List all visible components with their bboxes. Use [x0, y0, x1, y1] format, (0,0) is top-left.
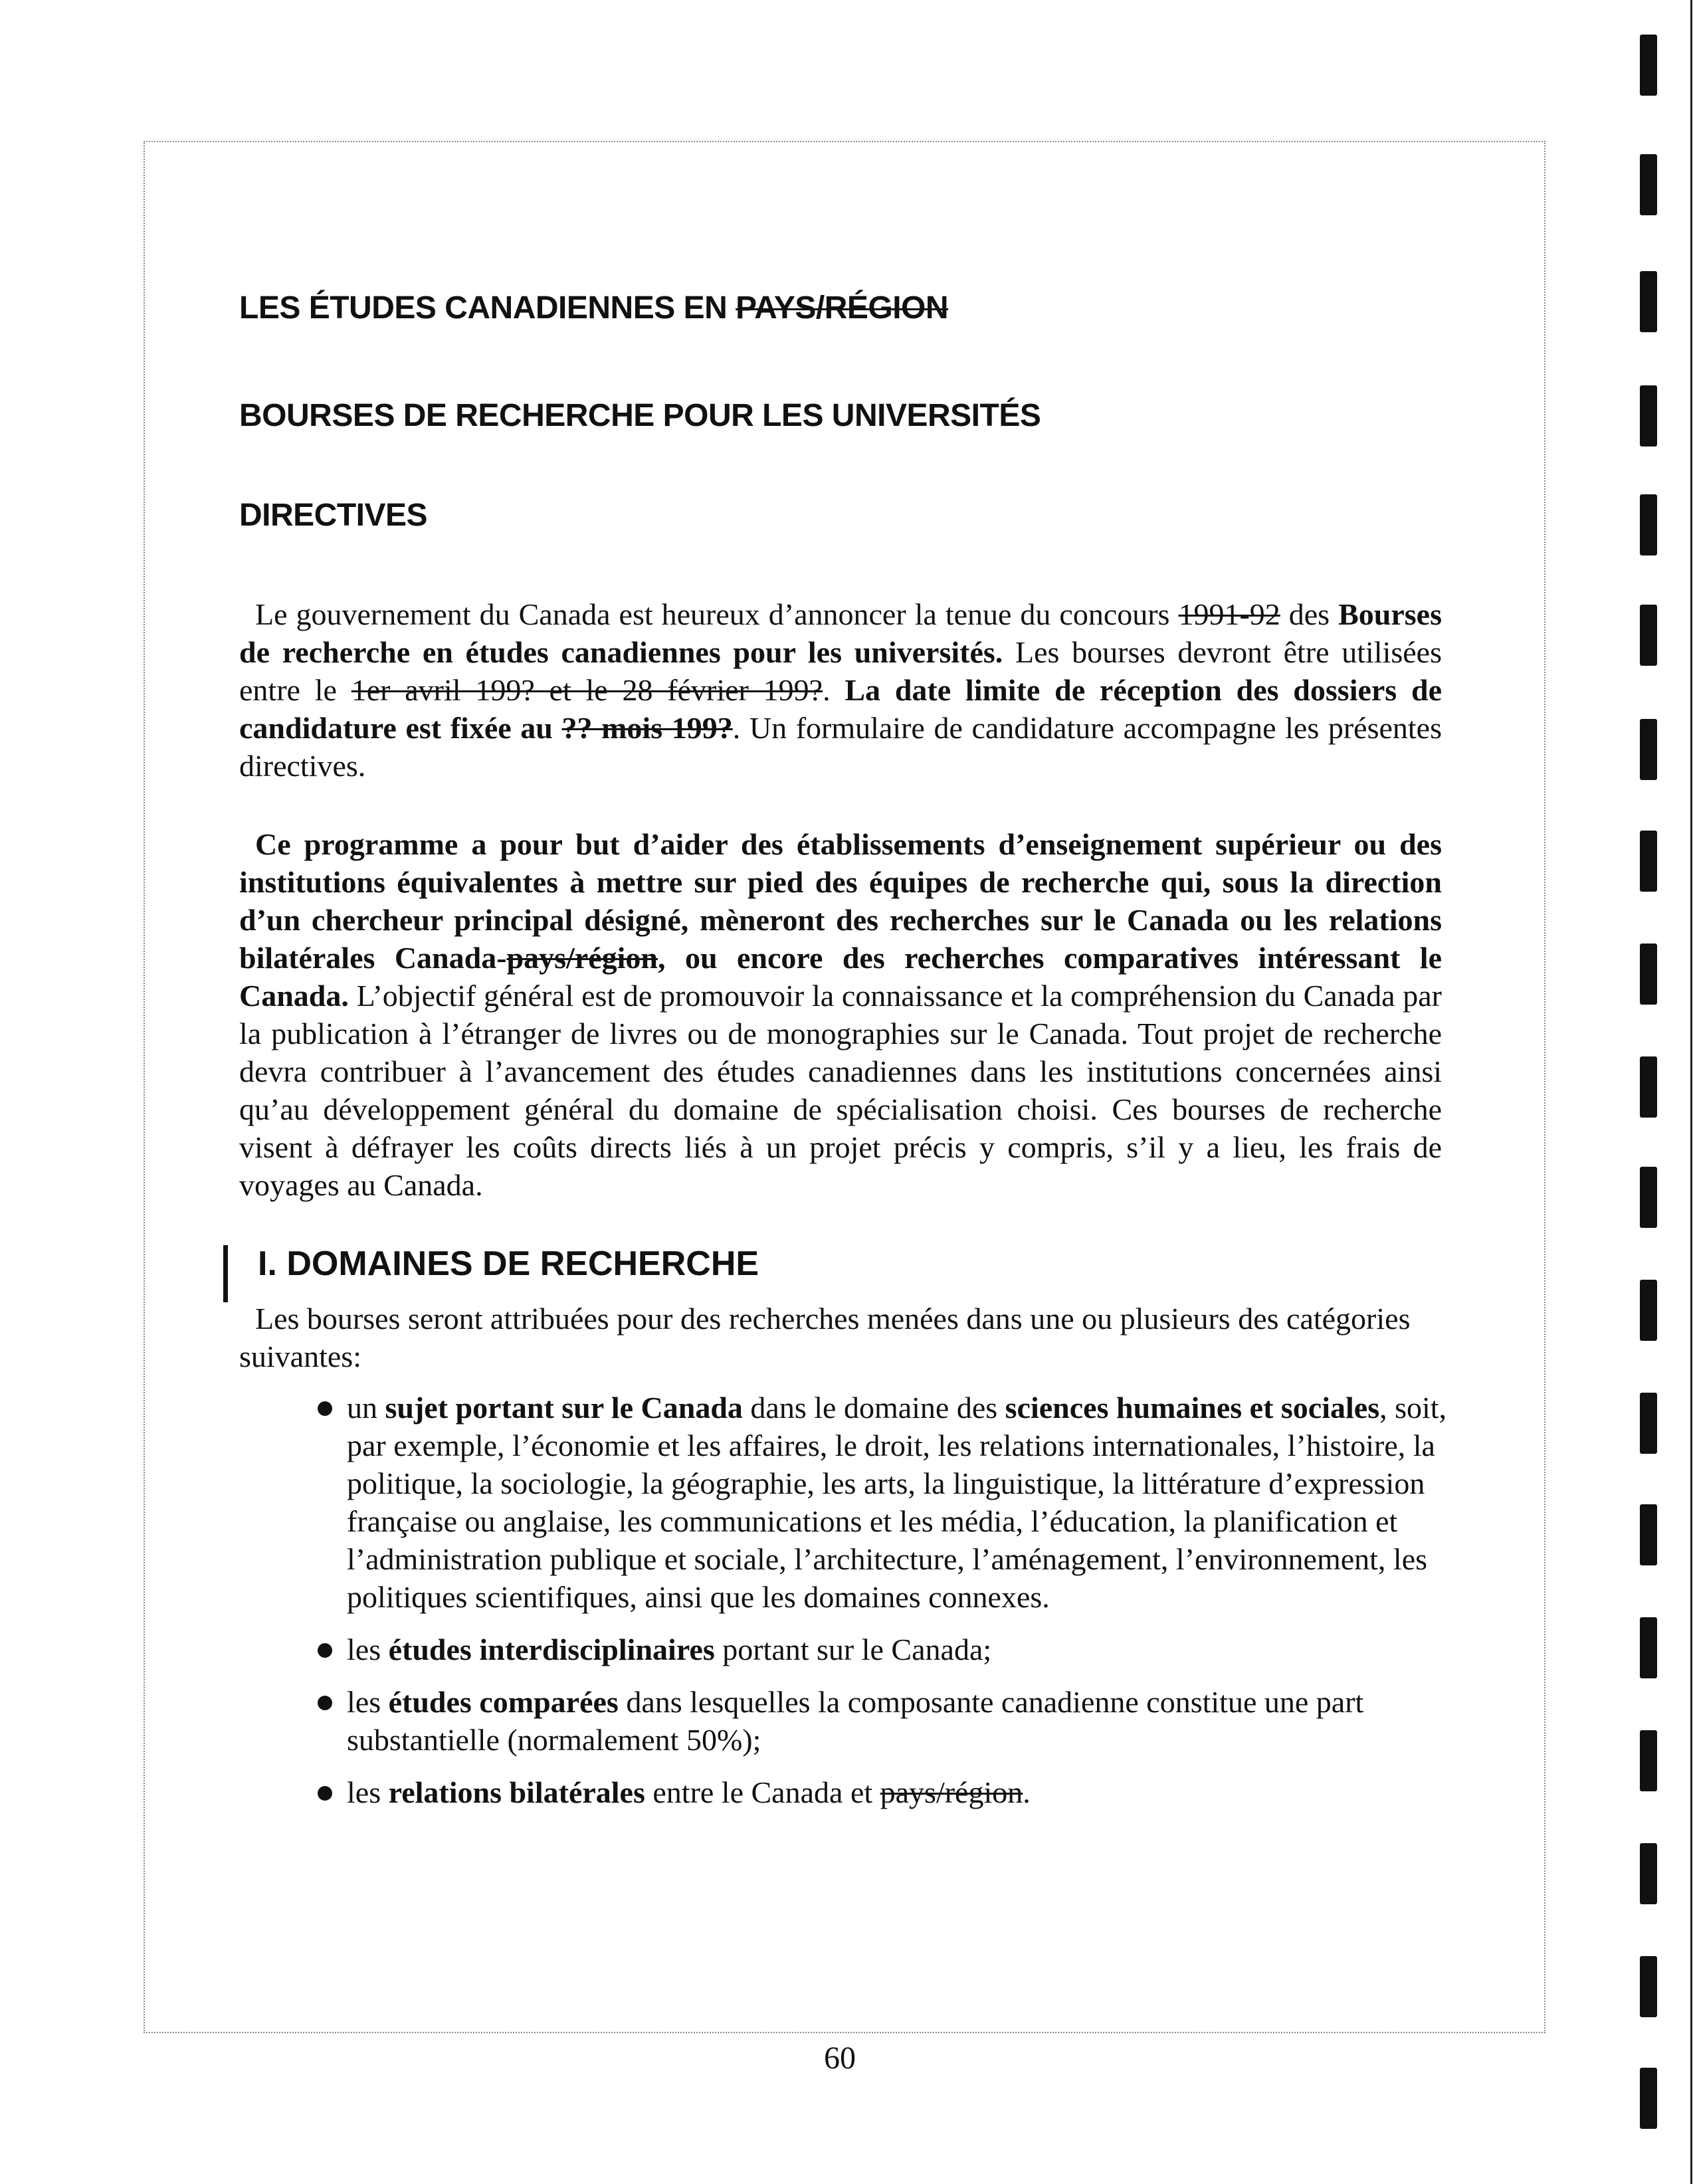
b3-text-b: dans lesquelles la composante canadienne constitue une part substantielle (normalement 50%);: [347, 1685, 1364, 1757]
binding-mark: [1640, 1056, 1657, 1118]
p2-struck-region: pays/région: [506, 941, 658, 975]
list-item: [332, 1631, 1448, 1668]
title-struck-text: PAYS/RÉGION: [736, 290, 949, 326]
binding-mark: [1640, 494, 1657, 555]
b1-bold-1: sujet portant sur le Canada: [385, 1391, 743, 1425]
binding-mark: [1640, 605, 1657, 666]
binding-mark: [1640, 1167, 1657, 1228]
title-text: LES ÉTUDES CANADIENNES EN: [239, 290, 736, 326]
intro-paragraph-1: [239, 595, 1442, 785]
title-line-2: BOURSES DE RECHERCHE POUR LES UNIVERSITÉS: [239, 398, 1041, 433]
p1-struck-deadline: ?? mois 199?: [561, 711, 733, 745]
binding-mark: [1640, 35, 1657, 96]
b1-text-c: , soit, par exemple, l’économie et les affaires, le droit, les relations internationales, l’histoire, la politique, la sociologie, la géographie, les arts, la linguistique, la littérature d’expression française ou anglaise, les communications et les média, l’éducation, la planification et l’administration publique et sociale, l’architecture, l’aménagement, l’environnement, les politiques scientifiques, ainsi que les domaines connexes.: [347, 1391, 1447, 1614]
binding-mark: [1640, 1617, 1657, 1678]
binding-mark: [1640, 943, 1657, 1005]
title-line-3: DIRECTIVES: [239, 498, 428, 533]
lead-text: Les bourses seront attribuées pour des recherches menées dans une ou plusieurs des catégories suivantes:: [239, 1302, 1411, 1373]
b3-bold: études comparées: [388, 1685, 619, 1719]
intro-paragraph-2: [239, 825, 1442, 1204]
binding-mark: [1640, 1843, 1657, 1904]
section-1-title: I. DOMAINES DE RECHERCHE: [258, 1244, 759, 1283]
bullet-icon: [318, 1696, 332, 1710]
page-number: 60: [824, 2040, 856, 2076]
b4-text-c: .: [1023, 1775, 1031, 1809]
p2-bold-purpose: Ce programme a pour but d’aider des établissements d’enseignement supérieur ou des institutions équivalentes à mettre sur pied des équipes de recherche qui, sous la direction d’un chercheur principal désigné, mèneront des recherches sur le Canada ou les relations bilatérales Canada-: [239, 827, 1442, 975]
bullet-icon: [318, 1786, 332, 1801]
binding-mark: [1640, 2068, 1657, 2129]
list-item: [332, 1389, 1448, 1616]
binding-marks: [1640, 0, 1666, 2184]
b2-bold: études interdisciplinaires: [388, 1633, 715, 1666]
b1-text-b: dans le domaine des: [742, 1391, 1005, 1425]
p1-struck-dates: 1er avril 199? et le 28 février 199?: [351, 673, 823, 707]
binding-mark: [1640, 385, 1657, 447]
p1-text-c: Les bourses devront être utilisées entre le: [239, 635, 1442, 707]
research-categories-list: [332, 1389, 1448, 1826]
p1-bold-program: Bourses de recherche en études canadiennes pour les universités.: [239, 597, 1442, 669]
p1-text-b: des: [1280, 597, 1339, 631]
title-line-1: [239, 290, 948, 326]
binding-mark: [1640, 719, 1657, 780]
p1-bold-deadline: La date limite de réception des dossiers de candidature est fixée au: [239, 673, 1442, 745]
bullet-icon: [318, 1401, 332, 1416]
binding-mark: [1640, 271, 1657, 332]
p1-struck-year: 1991-92: [1178, 597, 1280, 631]
p1-text-e: . Un formulaire de candidature accompagne les présentes directives.: [239, 711, 1442, 783]
b2-text-b: portant sur le Canada;: [714, 1633, 992, 1666]
binding-mark: [1640, 154, 1657, 215]
p1-text-a: Le gouvernement du Canada est heureux d’annoncer la tenue du concours: [255, 597, 1179, 631]
b1-text-a: un: [347, 1391, 385, 1425]
binding-mark: [1640, 1280, 1657, 1341]
binding-mark: [1640, 831, 1657, 892]
section-1-lead: [239, 1300, 1442, 1375]
list-item: [332, 1683, 1448, 1759]
revision-bar: [223, 1245, 228, 1302]
scan-edge: [1690, 0, 1692, 2184]
binding-mark: [1640, 1956, 1657, 2017]
binding-mark: [1640, 1730, 1657, 1791]
b4-bold: relations bilatérales: [388, 1775, 645, 1809]
b4-struck-region: pays/région: [880, 1775, 1023, 1809]
list-item: [332, 1773, 1448, 1811]
p1-text-d: .: [823, 673, 845, 707]
p2-text-rest: L’objectif général est de promouvoir la connaissance et la compréhension du Canada par la publication à l’étranger de livres ou de monographies sur le Canada. Tout projet de recherche devra contribuer à l’avancement des études canadiennes dans les institutions concernées ainsi qu’au développement général du domaine de spécialisation choisi. Ces bourses de recherche visent à défrayer les coûts directs liés à un projet précis y compris, s’il y a lieu, les frais de voyages au Canada.: [239, 979, 1442, 1202]
b4-text-a: les: [347, 1775, 389, 1809]
b1-bold-2: sciences humaines et sociales: [1005, 1391, 1380, 1425]
b3-text-a: les: [347, 1685, 389, 1719]
bullet-icon: [318, 1643, 332, 1658]
binding-mark: [1640, 1504, 1657, 1565]
binding-mark: [1640, 1393, 1657, 1454]
b4-text-b: entre le Canada et: [645, 1775, 880, 1809]
p2-bold-purpose-end: , ou encore des recherches comparatives intéressant le Canada.: [239, 941, 1442, 1013]
b2-text-a: les: [347, 1633, 389, 1666]
